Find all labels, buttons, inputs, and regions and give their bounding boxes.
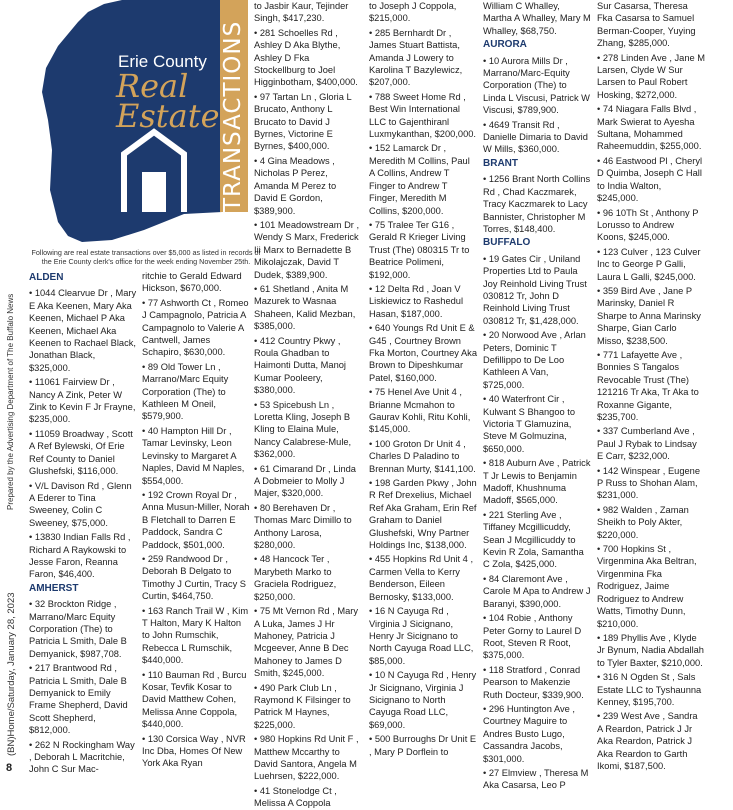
listing-entry: • 41 Stonelodge Ct , Melissa A Coppola (254, 785, 337, 809)
listing-entry: • 100 Groton Dr Unit 4 , Charles D Paladino to Brennan Murty, $141,100. (369, 438, 476, 474)
listing-entry: • 217 Brantwood Rd , Patricia L Smith, Dale B Demyanick to Emily Frame Shepherd, David Scott Shepherd, $812,000. (29, 663, 128, 736)
listing-entry: • 12 Delta Rd , Joan V Liskiewicz to Rashedul Hasan, $187,000. (369, 283, 464, 319)
listing-entry: • 40 Waterfront Cir , Kulwant S Bhangoo to Victoria T Glamuzina, Steve M Golmuzina, $650,000. (483, 394, 576, 454)
header-transactions: TRANSACTIONS (220, 20, 246, 212)
column-3 (254, 0, 362, 809)
listing-entry: • 152 Lamarck Dr , Meredith M Collins, Paul A Collins, Andrew T Finger to Andrew T Finger, Meredith M Collins, $200,000. (369, 143, 470, 216)
listing-entry: • 89 Old Tower Ln , Marrano/Marc Equity Corporation (The) to Kathleen M Oneil, $579,900. (142, 361, 229, 422)
listing-entry: • 110 Bauman Rd , Burcu Kosar, Tevfik Kosar to David Matthew Cohen, Melissa Anne Coppola, $440,000. (142, 669, 247, 730)
listing-entry: • 97 Tartan Ln , Gloria L Brucato, Anthony L Brucato to David J Byrnes, Victorine E Byrnes, $400,000. (254, 91, 352, 152)
listing-entry: • 285 Bernhardt Dr , James Stuart Battista, Amanda J Lowery to Karolina T Bazylewicz, $207,000. (369, 27, 463, 88)
listing-entry: • 16 N Cayuga Rd , Virginia J Sicignano, Henry Jr Sicignano to North Cayuga Road LLC, $85,000. (369, 606, 474, 666)
page-number: 8 (6, 762, 13, 774)
listing-entry: • 262 N Rockingham Way , Deborah L Macritchie, John C Sur Mac- (29, 739, 135, 775)
header-real: Real (116, 67, 189, 105)
listing-continuation: ritchie to Gerald Edward Hickson, $670,000. (142, 271, 242, 294)
town-heading: AMHERST (29, 582, 79, 594)
listing-entry: • 75 Tralee Ter G16 , Gerald R Krieger Living Trust (The) 080315 Tr to Beatrice Polimeni, $192,000. (369, 219, 470, 280)
listing-entry: • 337 Cumberland Ave , Paul J Rybak to Lindsay E Carr, $232,000. (597, 426, 697, 462)
listing-entry: • 982 Walden , Zaman Sheikh to Poly Akter, $220,000. (597, 504, 689, 540)
listing-entry: • 74 Niagara Falls Blvd , Mark Swierat to Ayesha Sultana, Mohammed Raheemuddin, $255,000. (597, 104, 702, 152)
listing-entry: • 700 Hopkins St , Virgenmina Aka Beltran, Virgenmina Fka Rodriguez, Jaime Rodriguez to Andrew Watts, Timothy Dunn, $210,000. (597, 544, 697, 629)
listing-entry: • 359 Bird Ave , Jane P Marinsky, Daniel R Sharpe to Anna Marinsky Sharpe, Gian Carlo Misso, $238,500. (597, 285, 701, 346)
listing-entry: • 80 Berehaven Dr , Thomas Marc Dimillo to Anthony Larosa, $280,000. (254, 502, 352, 551)
header-caption: Following are real estate transactions over $5,000 as listed in records of the Erie County clerk's office for the week ending November 25th. (31, 248, 261, 266)
listing-entry: • 118 Stratford , Conrad Pearson to Makenzie Ruth Docteur, $339,900. (483, 664, 584, 700)
listing-entry: • 46 Eastwood Pl , Cheryl D Quimba, Joseph C Hall to India Walton, $245,000. (597, 155, 703, 204)
listing-continuation: William C Whalley, Martha A Whalley, Mary M Whalley, $68,750. (483, 1, 591, 36)
listing-entry: • 142 Winspear , Eugene P Russ to Shohan Alam, $231,000. (597, 465, 701, 501)
listing-entry: • 788 Sweet Home Rd , Best Win International LLC to Gajenthiranl Luxmykanthan, $200,000. (369, 91, 476, 140)
town-heading: AURORA (483, 39, 527, 51)
listing-entry: • 104 Robie , Anthony Peter Gorny to Laurel D Root, Steven R Root, $375,000. (483, 613, 582, 661)
listing-entry: • 20 Norwood Ave , Arlan Peters, Dominic T Defillippo to De Loo Kathleen A Van, $725,000. (483, 330, 586, 390)
listing-entry: • 130 Corsica Way , NVR Inc Dba, Homes Of New York Aka Ryan (142, 733, 246, 769)
listing-entry: • 40 Hampton Hill Dr , Tamar Levinsky, Leon Levinsky to Margaret A Naples, David M Naples, $554,000. (142, 425, 245, 486)
listing-entry: • 189 Phyllis Ave , Klyde Jr Bynum, Nadia Abdallah to Tyler Baxter, $210,000. (597, 632, 704, 668)
listing-entry: • 96 10Th St , Anthony P Lorusso to Andrew Koons, $245,000. (597, 207, 699, 243)
listing-entry: • 101 Meadowstream Dr , Wendy S Marx, Frederick Iii Marx to Bernadette B Mikolajczak, David T Dudek, $389,900. (254, 219, 360, 280)
listing-entry: • 239 West Ave , Sandra A Reardon, Patrick J Jr Aka Reardon, Patrick J Aka Reardon to Garth Ikomi, $187,500. (597, 711, 698, 771)
listing-entry: • 221 Sterling Ave , Tiffaney Mcgillicuddy, Sean J Mcgillicuddy to Kevin R Zola, Samantha C Zola, $425,000. (483, 509, 584, 570)
listing-entry: • 11059 Broadway , Scott A Ref Bylewski, Of Erie Ref County to Daniel Glushefski, $116,000. (29, 428, 133, 477)
listing-entry: • 1256 Brant North Collins Rd , Chad Kaczmarek, Tracy Kaczmarek to Lacy Bannister, Christopher M Torres, $148,400. (483, 174, 591, 234)
town-heading: BRANT (483, 157, 518, 169)
listing-entry: • 818 Auburn Ave , Patrick T Jr Lewis to Benjamin Madoff, Khushnuma Madoff, $565,000. (483, 458, 591, 506)
listing-entry: • 19 Gates Cir , Uniland Properties Ltd to Paula Joy Reinhold Living Trust 030812 Tr, John D Reinhold Living Trust 030812 Tr, $1,428,000. (483, 253, 587, 326)
listing-entry: • 640 Youngs Rd Unit E & G45 , Courtney Brown Fka Morton, Courtney Aka Brown to Dipeshkumar Patel, $160,000. (369, 323, 477, 383)
column-1 (29, 270, 137, 783)
listing-entry: • 281 Schoelles Rd , Ashley D Aka Blythe, Ashley D Fka Stockellburg to Joel Higginbotham, $400,000. (254, 27, 358, 88)
town-heading: ALDEN (29, 272, 64, 283)
listing-entry: • 48 Hancock Ter , Marybeth Marko to Graciela Rodriguez, $250,000. (254, 554, 337, 602)
listing-entry: • 123 Culver , 123 Culver Inc to George P Galli, Laura L Galli, $245,000. (597, 246, 701, 282)
header-county: Erie County (118, 52, 207, 71)
listing-entry: • 980 Hopkins Rd Unit F , Matthew Mccarthy to David Santora, Angela M Luehrsen, $222,000. (254, 734, 359, 782)
town-heading: BUFFALO (483, 237, 531, 249)
issue-line: (BN)Home/Saturday, January 28, 2023 (6, 592, 17, 756)
header-estate: Estate (116, 97, 220, 135)
listing-entry: • 84 Claremont Ave , Carole M Apa to Andrew J Baranyi, $390,000. (483, 573, 591, 609)
column-5 (483, 0, 591, 791)
listing-entry: • 77 Ashworth Ct , Romeo J Campagnolo, Patricia A Campagnolo to Valerie A Cantwell, James Schapiro, $630,000. (142, 297, 249, 358)
listing-entry: • 75 Mt Vernon Rd , Mary A Luka, James J Hr Mahoney, Patricia J Mcgeever, Anne B Dec Mahoney to James D Smith, $245,000. (254, 606, 359, 679)
side-strip (0, 0, 24, 783)
column-6 (597, 0, 705, 783)
listing-entry: • 1044 Clearvue Dr , Mary E Aka Keenen, Mary Aka Keenen, Michael P Aka Keenen, Michael Aka Keenen to Rachael Black, Jonathan Black, $325,000. (29, 288, 137, 373)
listing-entry: • 61 Shetland , Anita M Mazurek to Wasnaa Shaheen, Kalid Mezban, $385,000. (254, 283, 356, 332)
column-2 (142, 270, 250, 783)
listing-entry: • 500 Burroughs Dr Unit E , Mary P Dorflein to (369, 734, 477, 757)
listing-continuation: Sur Casarsa, Theresa Fka Casarsa to Samuel Berman-Cooper, Yuying Zhang, $285,000. (597, 1, 696, 49)
listing-continuation: to Joseph J Coppola, $215,000. (369, 1, 457, 24)
listing-entry: • 192 Crown Royal Dr , Anna Musun-Miller, Norah B Fletchall to Darren E Paddock, Sandra C Paddock, $501,000. (142, 489, 250, 550)
listing-entry: • V/L Davison Rd , Glenn A Ederer to Tina Sweeney, Colin C Sweeney, $75,000. (29, 480, 132, 528)
listing-entry: • 32 Brockton Ridge , Marrano/Marc Equity Corporation (The) to Patricia L Smith, Dale B Demyanick, $987,708. (29, 599, 127, 659)
listing-entry: • 11061 Fairview Dr , Nancy A Zink, Peter W Zink to Kevin F Jr Frayne, $235,000. (29, 377, 136, 425)
listing-entry: • 27 Elmview , Theresa M Aka Casarsa, Leo P (483, 767, 589, 791)
listing-entry: • 61 Cimarand Dr , Linda A Dobmeier to Molly J Majer, $320,000. (254, 463, 356, 499)
listing-entry: • 10 N Cayuga Rd , Henry Jr Sicignano, Virginia J Sicignano to North Cayuga Road LLC, $69,000. (369, 670, 477, 730)
listing-entry: • 198 Garden Pkwy , John R Ref Drexelius, Michael Ref Aka Graham, Erin Ref Graham to Daniel Glushefski, Wny Partner Holdings Inc, $138,000. (369, 478, 477, 551)
listing-entry: • 296 Huntington Ave , Courtney Maguire to Andres Busto Lugo, Cassandra Jacobs, $301,000. (483, 703, 575, 764)
listing-entry: • 75 Henel Ave Unit 4 , Brianne Mcmahon to Gaurav Kohli, Ritu Kohli, $145,000. (369, 387, 471, 435)
column-4 (369, 0, 477, 783)
listing-entry: • 163 Ranch Trail W , Kim T Halton, Mary K Halton to John Rumschik, Rebecca L Rumschik, $440,000. (142, 605, 249, 666)
section-header (24, 0, 250, 268)
listing-entry: • 490 Park Club Ln , Raymond K Filsinger to Patrick M Haynes, $225,000. (254, 682, 351, 730)
listing-entry: • 412 Country Pkwy , Roula Ghadban to Haimonti Dutta, Manoj Kumar Pooleery, $380,000. (254, 335, 346, 396)
advertising-credit: Prepared by the Advertising Department of The Buffalo News (6, 293, 15, 510)
listing-entry: • 278 Linden Ave , Jane M Larsen, Clyde W Sur Larsen to Paul Robert Hosking, $272,000. (597, 52, 706, 100)
listing-entry: • 455 Hopkins Rd Unit 4 , Carmen Vella to Kerry Benderson, Eileen Bernosky, $133,000. (369, 554, 474, 602)
listing-entry: • 259 Randwood Dr , Deborah B Delgato to Timothy J Curtin, Tracy S Curtin, $464,750. (142, 553, 247, 602)
listing-entry: • 53 Spicebush Ln , Loretta Kling, Joseph B Kling to Elaina Mule, Nancy Calabrese-Mule, $362,000. (254, 399, 352, 460)
listing-entry: • 4649 Transit Rd , Danielle Dimaria to David W Mills, $360,000. (483, 119, 588, 155)
listing-entry: • 13830 Indian Falls Rd , Richard A Raykowski to Jesse Faron, Reanna Faron, $46,400. (29, 532, 131, 580)
listing-entry: • 771 Lafayette Ave , Bonnies S Tangalos Revocable Trust (The) 121216 Tr Aka, Tr Aka to Roxanne Gigante, $235,700. (597, 349, 699, 422)
listing-entry: • 4 Gina Meadows , Nicholas P Perez, Amanda M Perez to David E Gordon, $389,900. (254, 155, 337, 216)
listing-entry: • 10 Aurora Mills Dr , Marrano/Marc-Equity Corporation (The) to Linda L Viscusi, Patrick W Viscusi, $789,900. (483, 55, 590, 116)
listing-continuation: to Jasbir Kaur, Tejinder Singh, $417,230. (254, 1, 349, 24)
listing-entry: • 316 N Ogden St , Sals Estate LLC to Tyshaunna Kenney, $195,700. (597, 672, 702, 707)
